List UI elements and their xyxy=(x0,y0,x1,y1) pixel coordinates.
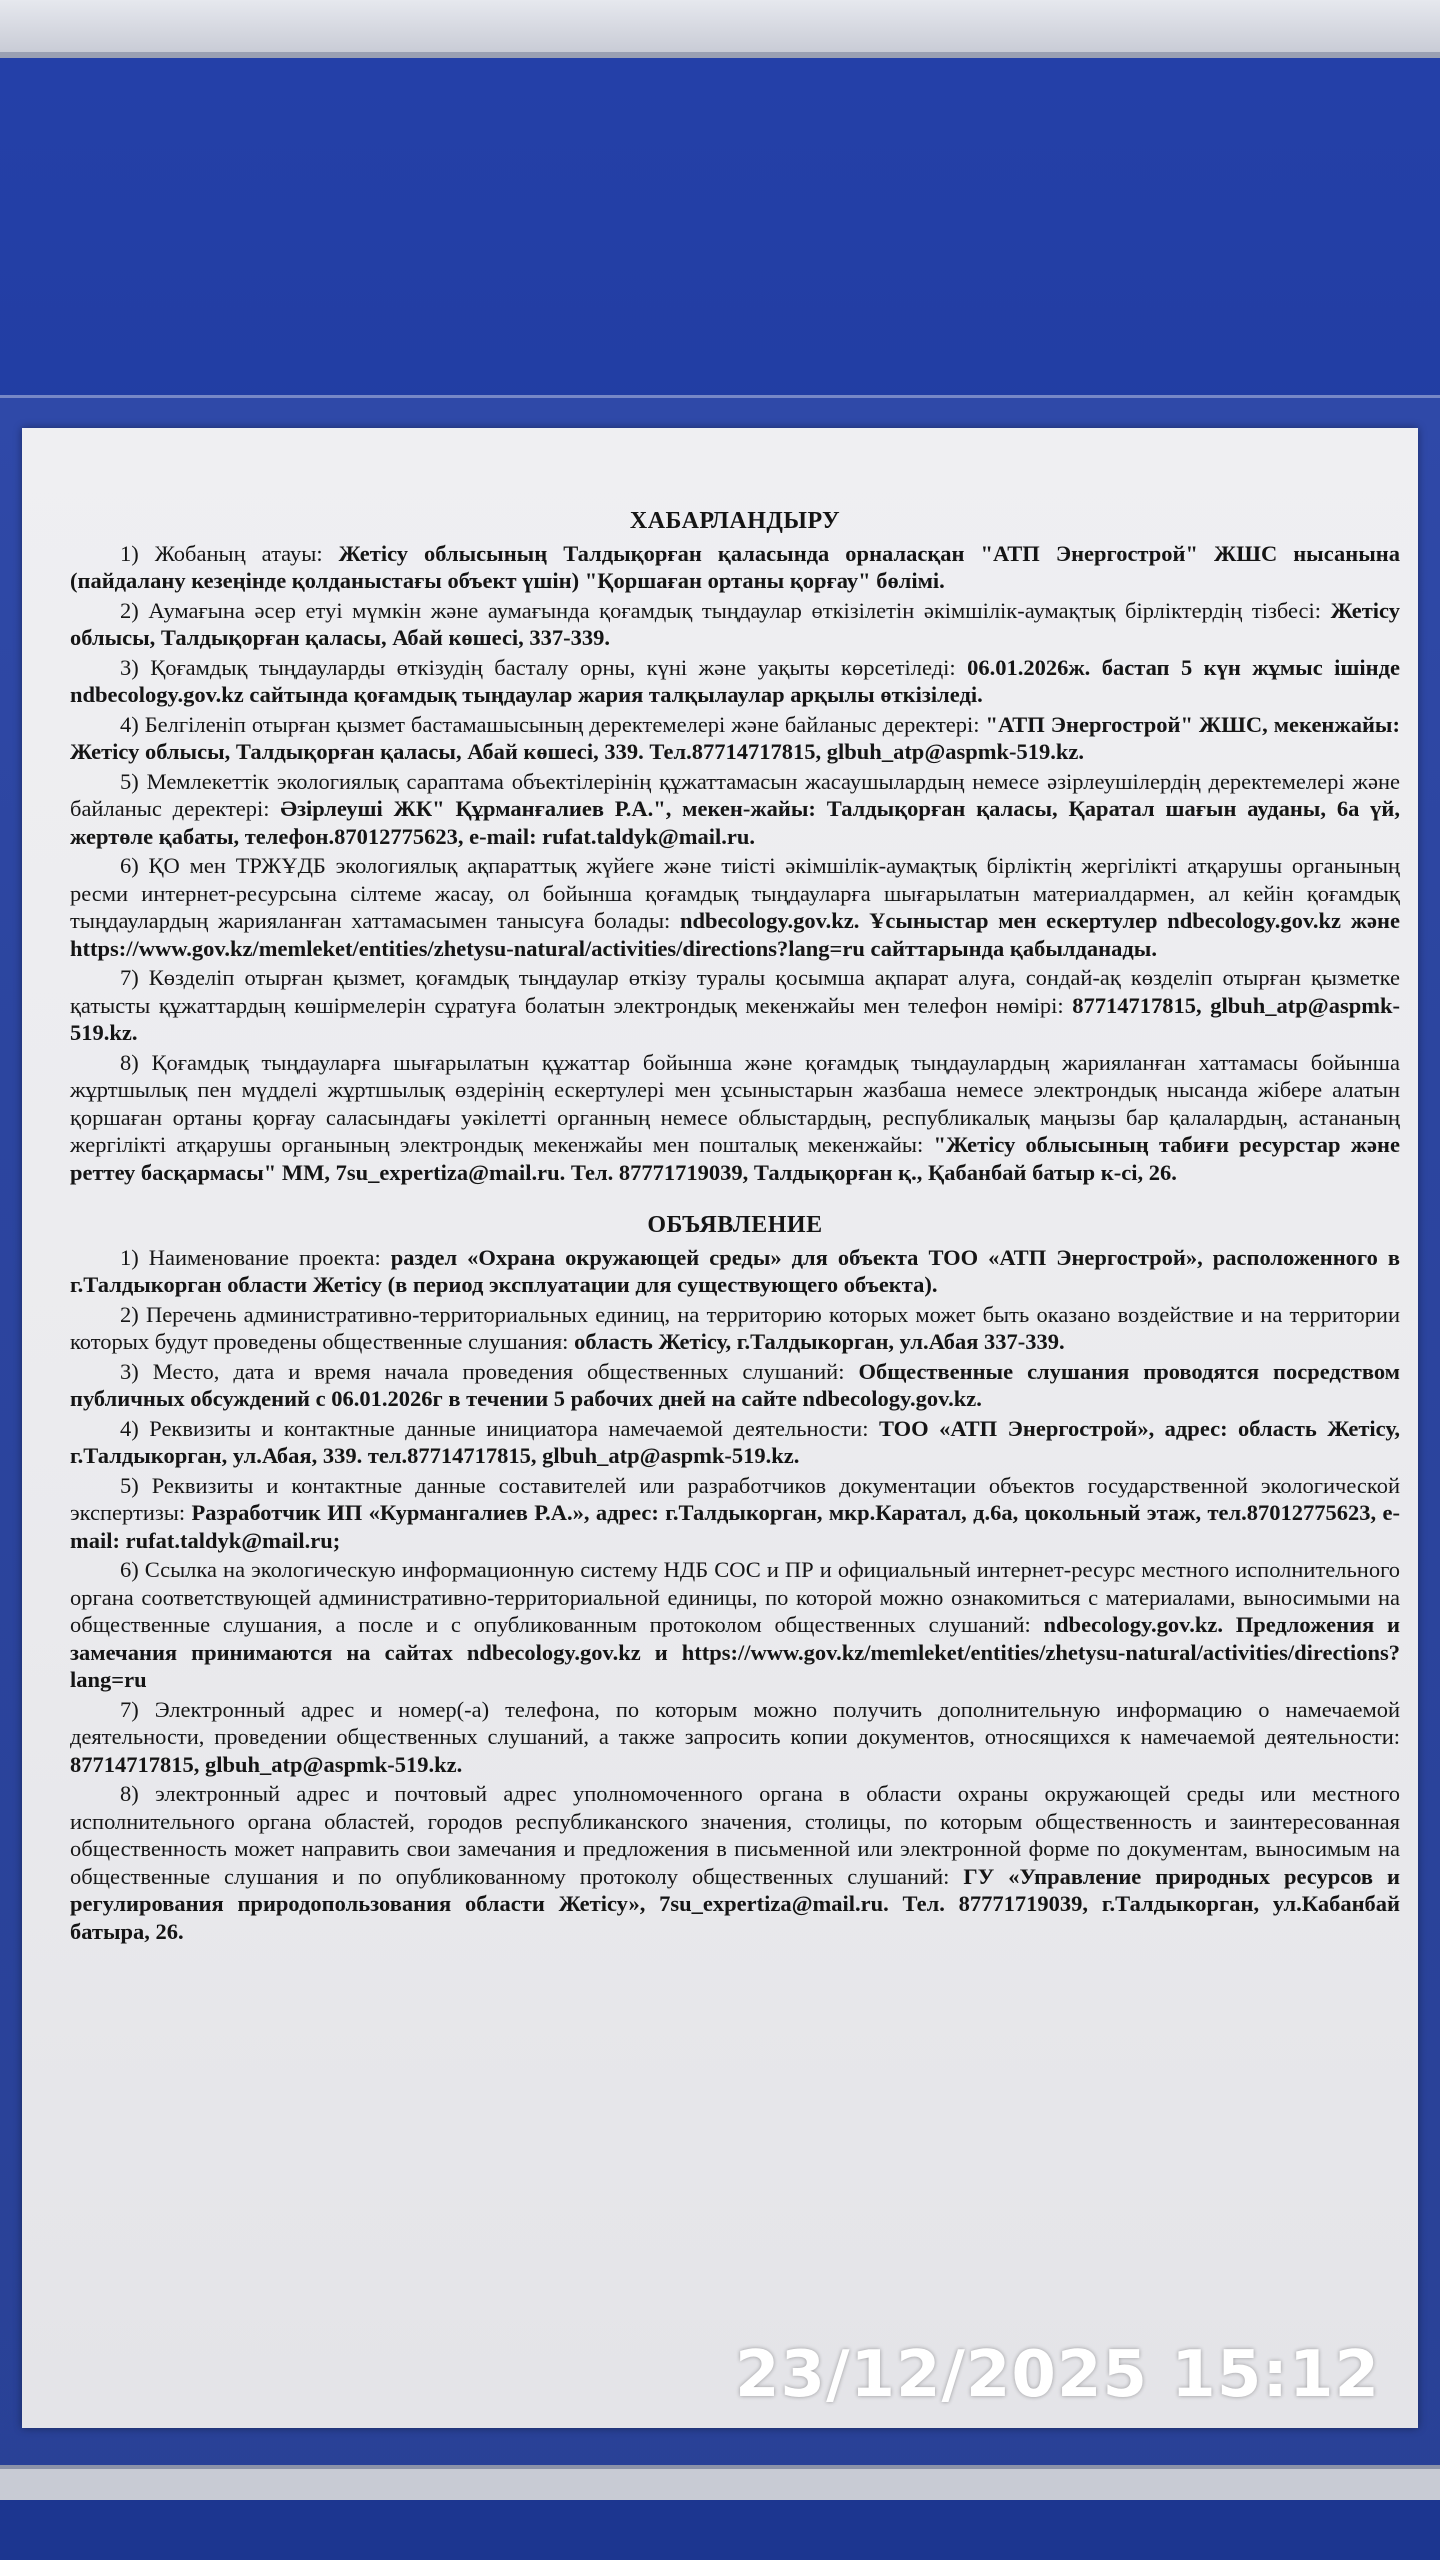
notice-board-bottom-frame xyxy=(0,2465,1440,2500)
kazakh-title: ХАБАРЛАНДЫРУ xyxy=(629,508,841,534)
ru-item-3: 3) Место, дата и время начала проведения общественных слушаний: Общественные слушания проводятся посредством публичных обсуждений с 06.01.2026г в течении 5 рабочих дней на сайте ndbecology.gov.kz. xyxy=(70,1358,1400,1411)
photo-timestamp: 23/12/2025 15:12 xyxy=(735,2338,1380,2412)
kz-item-7: 7) Көзделіп отырған қызмет, қоғамдық тыңдаулар өткізу туралы қосымша ақпарат алуға, сондай-ақ көзделіп отырған қызметке қатысты құжаттардың көшірмелерін сұратуға болатын электрондық мекенжайы мен телефон нөмірі: 87714717815, glbuh_atp@aspmk-519.kz. xyxy=(70,965,1400,1045)
kz-item-4: 4) Белгіленіп отырған қызмет бастамашысының деректемелері және байланыс деректері: "АТП Энергострой" ЖШС, мекенжайы: Жетісу облысы, Талдықорған қаласы, Абай көшесі, 339. Тел.87714717815, glbuh_atp@aspmk-519.kz. xyxy=(70,711,1400,764)
ru-item-8: 8) электронный адрес и почтовый адрес уполномоченного органа в области охраны окружающей среды или местного исполнительного органа областей, городов республиканского значения, столицы, по которым общественность и заинтересованная общественность может направить свои замечания и предложения в письменной или электронной форме по документам, выносимым на общественные слушания и по опубликованному протоколу общественных слушаний: ГУ «Управление природных ресурсов и регулирования природопользования области Жетісу», 7su_expertiza@mail.ru. Тел. 87771719039, г.Талдыкорган, ул.Кабанбай батыра, 26. xyxy=(70,1781,1400,1944)
announcement-sheet xyxy=(22,428,1418,2428)
announcement-text xyxy=(70,508,1400,1947)
kz-item-1: 1) Жобаның атауы: Жетісу облысының Талдықорған қаласында орналасқан "АТП Энергострой" ЖШС нысанына (пайдалану кезеңінде қолданыстағы объект үшін) "Қоршаған ортаны қорғау" бөлімі. xyxy=(70,540,1400,593)
ru-item-7: 7) Электронный адрес и номер(-а) телефона, по которым можно получить дополнительную информацию о намечаемой деятельности, проведении общественных слушаний, а также запросить копии документов, относящихся к намечаемой деятельности: 87714717815, glbuh_atp@aspmk-519.kz. xyxy=(70,1696,1400,1777)
russian-items xyxy=(70,1244,1400,1946)
kz-item-2: 2) Аумағына әсер етуі мүмкін және аумағында қоғамдық тыңдаулар өткізілетін әкімшілік-аумақтық бірліктердің тізбесі: Жетісу облысы, Талдықорған қаласы, Абай көшесі, 337-339. xyxy=(70,597,1400,650)
kz-item-6: 6) ҚО мен ТРЖҰДБ экологиялық ақпараттық жүйеге және тиісті әкімшілік-аумақтық бірліктің жергілікті атқарушы органының ресми интернет-ресурсына сілтеме жасау, ол бойынша қоғамдық тыңдауларға шығарылатын материалдармен, ал кейін қоғамдық тыңдаулардың жарияланған хаттамасымен танысуға болады: ndbecology.gov.kz. Ұсыныстар мен ескертулер ndbecology.gov.kz және https://www.gov.kz/memleket/entities/zhetysu-natural/activities/directions?lang=ru сайттарында қабылданады. xyxy=(70,853,1400,961)
kz-item-5: 5) Мемлекеттік экологиялық сараптама объектілерінің құжаттамасын жасаушылардың немесе әзірлеушілердің деректемелері және байланыс деректері: Әзірлеуші ЖК" Құрманғалиев Р.А.", мекен-жайы: Талдықорған қаласы, Қаратал шағын ауданы, 6а үй, жертөле қабаты, телефон.87012775623, e-mail: rufat.taldyk@mail.ru. xyxy=(70,768,1400,849)
kz-item-3: 3) Қоғамдық тыңдауларды өткізудің басталу орны, күні және уақыты көрсетіледі: 06.01.2026ж. бастап 5 күн жұмыс ішінде ndbecology.gov.kz сайтында қоғамдық тыңдаулар жария талқылаулар арқылы өткізіледі. xyxy=(70,654,1401,707)
ru-item-2: 2) Перечень административно-территориальных единиц, на территорию которых может быть оказано воздействие и на территории которых будут проведены общественные слушания: область Жетісу, г.Талдыкорган, ул.Абая 337-339. xyxy=(70,1301,1400,1354)
ru-item-1: 1) Наименование проекта: раздел «Охрана окружающей среды» для объекта ТОО «АТП Энергострой», расположенного в г.Талдыкорган области Жетісу (в период эксплуатации для существующего объекта). xyxy=(70,1244,1401,1297)
ru-item-6: 6) Ссылка на экологическую информационную систему НДБ СОС и ПР и официальный интернет-ресурс местного исполнительного органа соответствующей административно-территориальной единицы, по которой можно ознакомиться с материалами, выносимыми на общественные слушания, а после и с опубликованным протоколом общественных слушаний: ndbecology.gov.kz. Предложения и замечания принимаются на сайтах ndbecology.gov.kz и https://www.gov.kz/memleket/entities/zhetysu-natural/activities/directions?lang=ru xyxy=(70,1557,1400,1692)
kazakh-items xyxy=(70,540,1400,1187)
kz-item-8: 8) Қоғамдық тыңдауларға шығарылатын құжаттар бойынша және қоғамдық тыңдаулардың жарияланған хаттамасы бойынша жұртшылық пен мүдделі жұртшылық өздерінің ескертулері мен ұсыныстарын жазбаша немесе электрондық нысанда жібере алатын қоршаған ортаны қорғау саласындағы уәкілетті органның немесе облыстардың, республикалық маңызы бар қалалардың, астананың жергілікті атқарушы органының электрондық мекенжайы мен пошталық мекенжайы: "Жетісу облысының табиғи ресурстар және реттеу басқармасы" ММ, 7su_expertiza@mail.ru. Тел. 87771719039, Талдықорған қ., Қабанбай батыр к-сі, 26. xyxy=(70,1049,1400,1185)
ru-item-5: 5) Реквизиты и контактные данные составителей или разработчиков документации объектов государственной экологической экспертизы: Разработчик ИП «Курмангалиев Р.А.», адрес: г.Талдыкорган, мкр.Каратал, д.6а, цокольный этаж, тел.87012775623, e-mail: rufat.taldyk@mail.ru; xyxy=(70,1472,1400,1553)
ru-item-4: 4) Реквизиты и контактные данные инициатора намечаемой деятельности: ТОО «АТП Энергострой», адрес: область Жетісу, г.Талдыкорган, ул.Абая, 339. тел.87714717815, glbuh_atp@aspmk-519.kz. xyxy=(70,1415,1400,1468)
notice-board-top-frame xyxy=(0,0,1440,58)
russian-title: ОБЪЯВЛЕНИЕ xyxy=(647,1212,823,1238)
notice-board-bottom xyxy=(0,2500,1440,2560)
